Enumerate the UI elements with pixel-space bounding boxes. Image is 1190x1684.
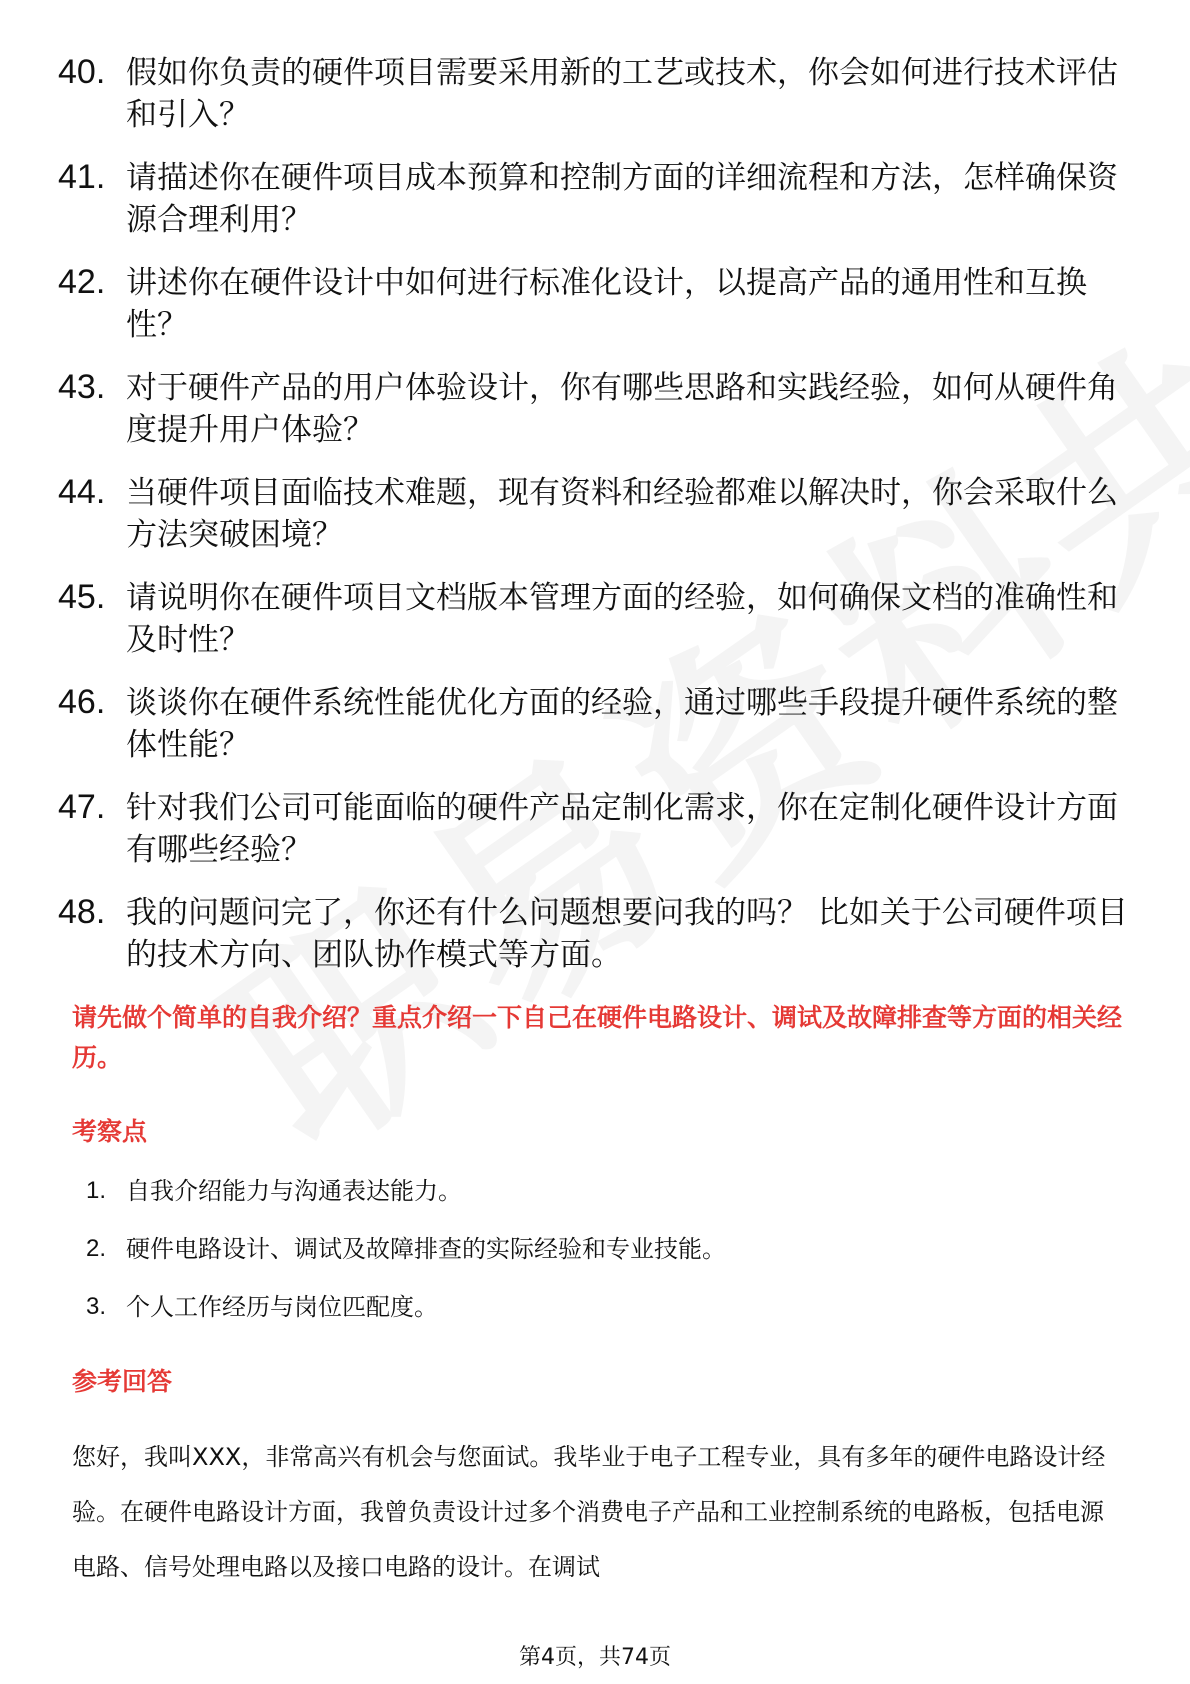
question-item: [58, 682, 1128, 766]
point-number: 1.: [86, 1177, 107, 1204]
question-number: 48.: [58, 893, 106, 931]
question-text: 请描述你在硬件项目成本预算和控制方面的详细流程和方法，怎样确保资源合理利用？: [126, 160, 1118, 238]
question-number: 40.: [58, 53, 106, 91]
question-item: [58, 367, 1128, 451]
question-text: 请说明你在硬件项目文档版本管理方面的经验，如何确保文档的准确性和及时性？: [126, 580, 1118, 658]
question-text: 讲述你在硬件设计中如何进行标准化设计，以提高产品的通用性和互换性？: [126, 265, 1087, 343]
points-label: 考察点: [72, 1117, 148, 1146]
point-item: [86, 1174, 1086, 1232]
question-text: 当硬件项目面临技术难题，现有资料和经验都难以解决时，你会采取什么方法突破困境？: [126, 475, 1118, 553]
question-text: 谈谈你在硬件系统性能优化方面的经验，通过哪些手段提升硬件系统的整体性能？: [126, 685, 1118, 763]
question-item: [58, 52, 1128, 136]
point-number: 3.: [86, 1293, 107, 1320]
question-number: 46.: [58, 683, 106, 721]
point-item: [86, 1290, 1086, 1348]
question-number: 42.: [58, 263, 106, 301]
answer-label: 参考回答: [72, 1367, 173, 1396]
question-text: 对于硬件产品的用户体验设计，你有哪些思路和实践经验，如何从硬件角度提升用户体验？: [126, 370, 1118, 448]
question-item: [58, 157, 1128, 241]
question-number: 44.: [58, 473, 106, 511]
question-item: [58, 787, 1128, 871]
question-item: [58, 577, 1128, 661]
points-list: [86, 1174, 1086, 1348]
point-text: 自我介绍能力与沟通表达能力。: [126, 1177, 462, 1205]
point-item: [86, 1232, 1086, 1290]
question-text: 我的问题问完了，你还有什么问题想要问我的吗？ 比如关于公司硬件项目的技术方向、团队协作模式等方面。: [126, 895, 1128, 973]
answer-paragraph: 您好，我叫XXX，非常高兴有机会与您面试。我毕业于电子工程专业，具有多年的硬件电路设计经验。在硬件电路设计方面，我曾负责设计过多个消费电子产品和工业控制系统的电路板，包括电源电路、信号处理电路以及接口电路的设计。在调试: [72, 1443, 1106, 1581]
section-question: 请先做个简单的自我介绍？重点介绍一下自己在硬件电路设计、调试及故障排查等方面的相关经历。: [72, 1003, 1123, 1072]
question-item: [58, 472, 1128, 556]
question-item: [58, 892, 1128, 976]
question-number: 45.: [58, 578, 106, 616]
page-footer: 第4页，共74页: [519, 1645, 671, 1670]
question-list: [58, 52, 1128, 997]
point-number: 2.: [86, 1235, 107, 1262]
question-number: 43.: [58, 368, 106, 406]
point-text: 个人工作经历与岗位匹配度。: [126, 1293, 438, 1321]
question-number: 41.: [58, 158, 106, 196]
question-number: 47.: [58, 788, 106, 826]
point-text: 硬件电路设计、调试及故障排查的实际经验和专业技能。: [126, 1235, 726, 1263]
question-item: [58, 262, 1128, 346]
question-text: 针对我们公司可能面临的硬件产品定制化需求，你在定制化硬件设计方面有哪些经验？: [126, 790, 1118, 868]
question-text: 假如你负责的硬件项目需要采用新的工艺或技术，你会如何进行技术评估和引入？: [126, 55, 1118, 133]
